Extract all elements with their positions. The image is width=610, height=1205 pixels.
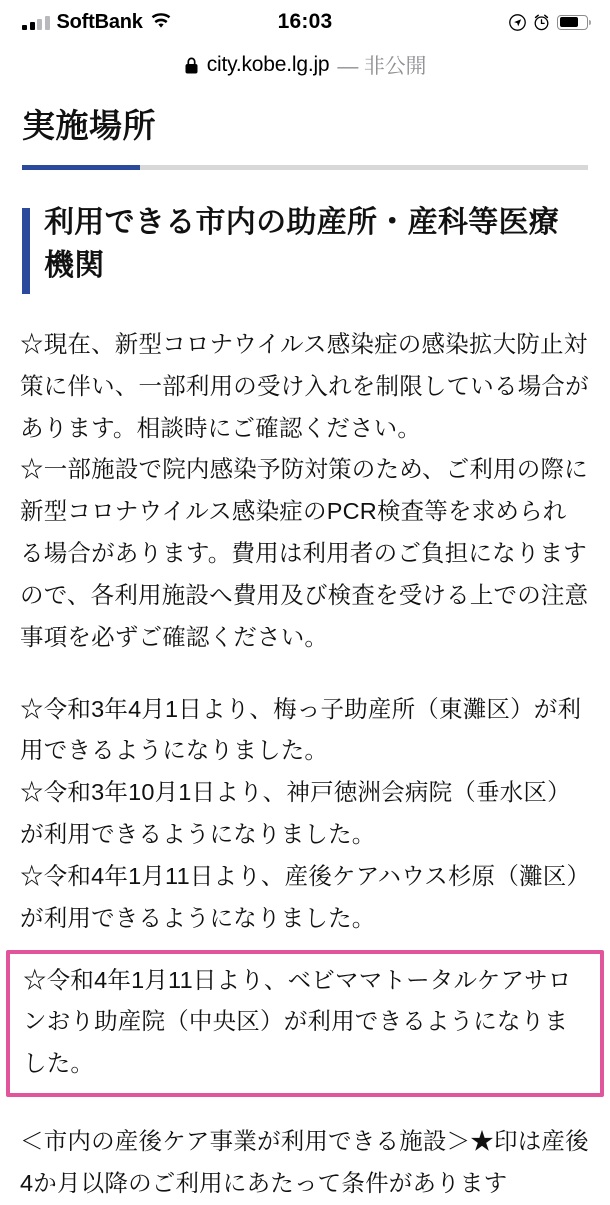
carrier-label: SoftBank bbox=[56, 10, 143, 33]
paragraph-1: ☆現在、新型コロナウイルス感染症の感染拡大防止対策に伴い、一部利用の受け入れを制限している場合があります。相談時にご確認ください。 bbox=[20, 331, 589, 441]
paragraph-6: ＜市内の産後ケア事業が利用できる施設＞★印は産後4か月以降のご利用にあたって条件があります bbox=[20, 1128, 589, 1196]
article-body bbox=[0, 324, 610, 940]
paragraph-4: ☆令和3年10月1日より、神戸徳洲会病院（垂水区）が利用できるようになりました。 bbox=[20, 779, 571, 848]
paragraph-2: ☆一部施設で院内感染予防対策のため、ご利用の際に新型コロナウイルス感染症のPCR検査等を求められる場合があります。費用は利用者のご負担になりますので、各利用施設へ費用及び検査を受ける上での注意事項を必ずご確認ください。 bbox=[20, 456, 589, 650]
section-title: 利用できる市内の助産所・産科等医療機関 bbox=[44, 206, 560, 282]
paragraph-5: ☆令和4年1月11日より、産後ケアハウス杉原（灘区）が利用できるようになりました。 bbox=[20, 862, 579, 931]
cellular-signal-icon bbox=[22, 15, 50, 30]
page-title: 実施場所 bbox=[22, 107, 156, 144]
location-arrow-icon bbox=[509, 14, 526, 31]
lock-icon bbox=[184, 56, 199, 75]
address-bar[interactable] bbox=[0, 44, 610, 86]
battery-icon bbox=[557, 15, 588, 30]
section-accent-bar bbox=[22, 208, 30, 294]
url-host: city.kobe.lg.jp bbox=[206, 53, 330, 76]
highlighted-notice bbox=[6, 950, 604, 1097]
title-divider bbox=[22, 165, 588, 170]
section-header bbox=[0, 170, 610, 294]
highlighted-paragraph: ☆令和4年1月11日より、ベビママトータルケアサロンおり助産院（中央区）が利用できるようになりました。 bbox=[23, 966, 572, 1077]
page-content bbox=[0, 86, 610, 1205]
status-bar bbox=[0, 0, 610, 44]
clock-label: 16:03 bbox=[277, 10, 333, 33]
status-bar-left bbox=[22, 11, 172, 34]
alarm-clock-icon bbox=[533, 14, 550, 31]
paragraph-3: ☆令和3年4月1日より、梅っ子助産所（東灘区）が利用できるようになりました。 bbox=[20, 695, 582, 764]
wifi-icon bbox=[150, 14, 172, 30]
url-note: — 非公開 bbox=[337, 55, 427, 78]
status-bar-right bbox=[509, 14, 588, 31]
